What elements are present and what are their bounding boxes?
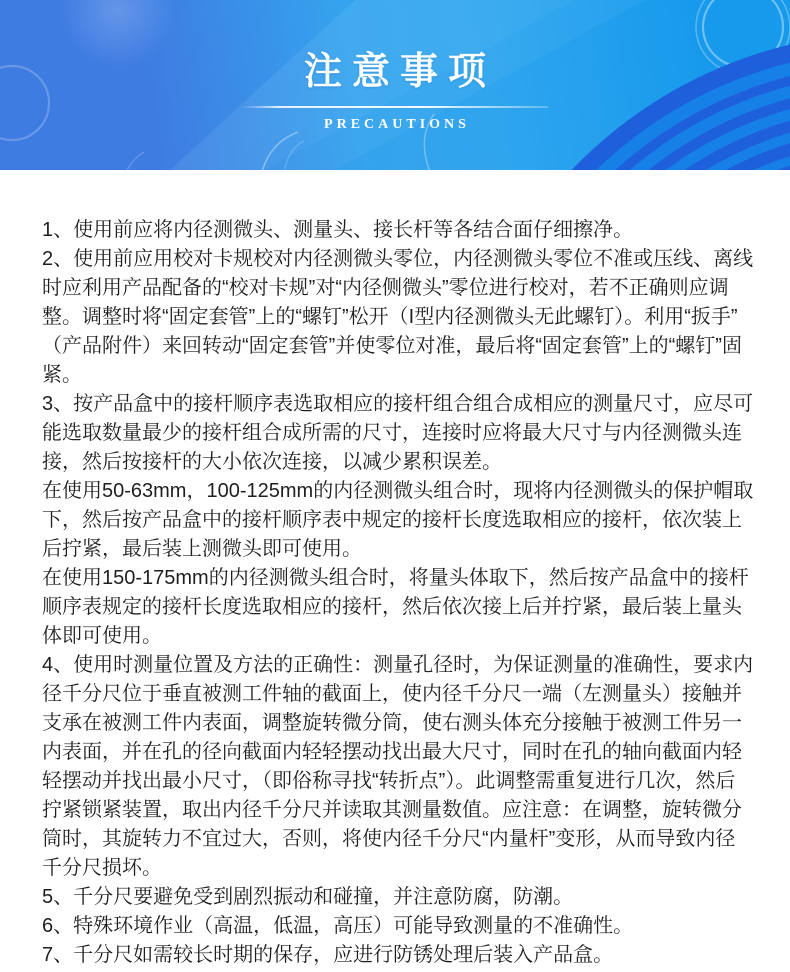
blade-line-4 <box>126 152 144 170</box>
precaution-paragraph-2: 2、使用前应用校对卡规校对内径测微头零位，内径测微头零位不准或压线、离线时应利用产品配备的“校对卡规”对“内径侧微头”零位进行校对，若不正确则应调整。调整时将“固定套管”上的“螺钉”松开（I型内径测微头无此螺钉）。利用“扳手”（产品附件）来回转动“固定套管”并使零位对准，最后将“固定套管”上的“螺钉”固紧。 <box>42 248 754 386</box>
precaution-paragraph-4: 4、使用时测量位置及方法的正确性：测量孔径时，为保证测量的准确性，要求内径千分尺位于垂直被测工件轴的截面上，使内径千分尺一端（左测量头）接触并支承在被测工件内表面，调整旋转微分筒，使右测头体充分接触于被测工件另一内表面，并在孔的径向截面内轻轻摆动找出最大尺寸，同时在孔的轴向截面内轻轻摆动并找出最小尺寸，（即俗称寻找“转折点”）。此调整需重复进行几次，然后拧紧锁紧装置，取出内径千分尺并读取其测量数值。应注意：在调整，旋转微分筒时，其旋转力不宜过大，否则，将使内径千分尺“内量杆”变形，从而导致内径千分尺损坏。 <box>42 654 754 879</box>
precautions-content <box>0 170 790 970</box>
title-divider <box>242 106 548 108</box>
banner-title-block <box>0 0 790 133</box>
precaution-paragraph-3a: 在使用50-63mm，100-125mm的内径测微头组合时，现将内径测微头的保护帽取下，然后按产品盒中的接杆顺序表中规定的接杆长度选取相应的接杆，依次装上后拧紧，最后装上测微头即可使用。 <box>42 480 754 560</box>
precaution-paragraph-3b: 在使用150-175mm的内径测微头组合时，将量头体取下，然后按产品盒中的接杆顺序表规定的接杆长度选取相应的接杆，然后依次接上后并拧紧，最后装上量头体即可使用。 <box>42 567 749 647</box>
precaution-paragraph-6: 6、特殊环境作业（高温，低温，高压）可能导致测量的不准确性。 <box>42 915 634 937</box>
precaution-paragraph-5: 5、千分尺要避免受到剧烈振动和碰撞，并注意防腐，防潮。 <box>42 886 574 908</box>
precaution-paragraph-7: 7、千分尺如需较长时期的保存，应进行防锈处理后装入产品盒。 <box>42 944 614 966</box>
page-subtitle: PRECAUTIONS <box>324 117 470 132</box>
banner <box>0 0 790 170</box>
page-title: 注意事项 <box>303 51 496 93</box>
precaution-paragraph-3: 3、按产品盒中的接杆顺序表选取相应的接杆组合组合成相应的测量尺寸，应尽可能选取数量最少的接杆组合成所需的尺寸，连接时应将最大尺寸与内径测微头连接，然后按接杆的大小依次连接，以减少累积误差。 <box>42 393 754 473</box>
precaution-paragraph-1: 1、使用前应将内径测微头、测量头、接长杆等各结合面仔细擦净。 <box>42 219 634 241</box>
